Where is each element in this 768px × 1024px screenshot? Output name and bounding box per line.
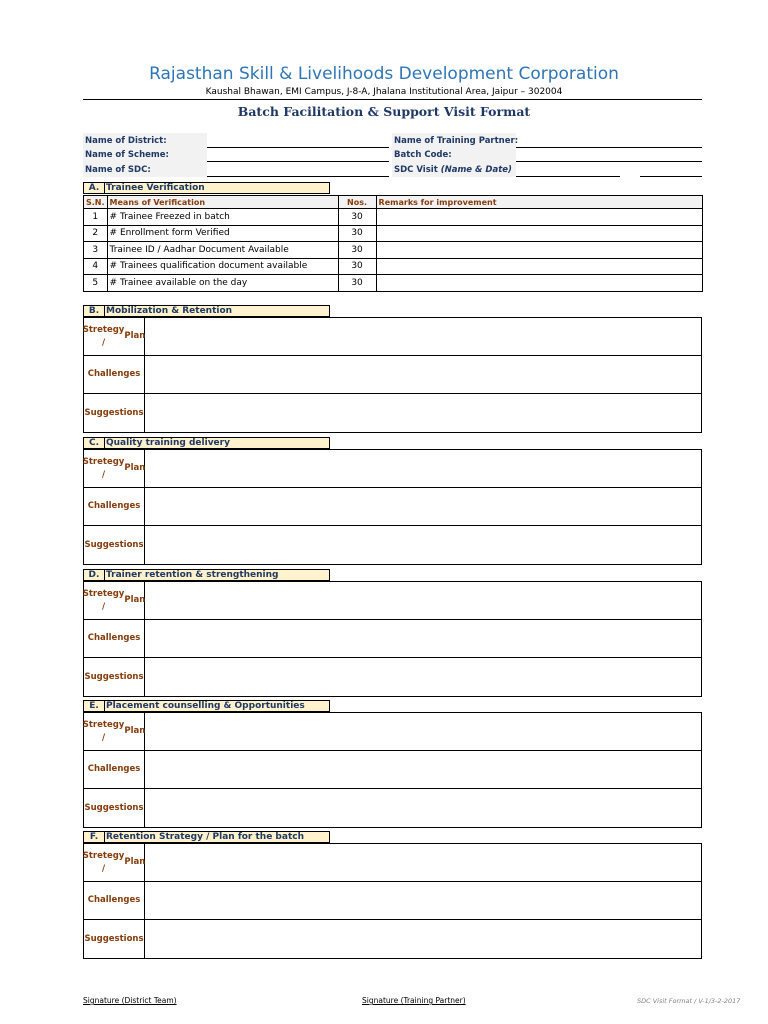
row-nos[interactable]: 30 bbox=[338, 275, 376, 292]
section-placement-counselling-header bbox=[83, 700, 330, 712]
row-remarks[interactable] bbox=[376, 258, 702, 275]
section-letter: C. bbox=[84, 438, 105, 448]
district-field[interactable] bbox=[207, 147, 389, 148]
strategy-plan-label: Stretegy / Plan bbox=[84, 318, 145, 355]
section-retention-strategy-grid bbox=[83, 843, 702, 959]
row-nos[interactable]: 30 bbox=[338, 242, 376, 259]
section-trainer-retention-header bbox=[83, 569, 330, 581]
row-remarks[interactable] bbox=[376, 242, 702, 259]
visit-name-field[interactable] bbox=[516, 176, 620, 177]
section-a-header bbox=[83, 182, 330, 194]
challenges-label: Challenges bbox=[84, 620, 145, 657]
table-row bbox=[84, 275, 703, 292]
row-sn: 4 bbox=[84, 258, 108, 275]
org-address: Kaushal Bhawan, EMI Campus, J-8-A, Jhalana Institutional Area, Jaipur – 302004 bbox=[205, 87, 563, 97]
challenges-row[interactable] bbox=[84, 488, 701, 526]
section-trainer-retention-grid bbox=[83, 581, 702, 697]
row-nos[interactable]: 30 bbox=[338, 258, 376, 275]
row-sn: 3 bbox=[84, 242, 108, 259]
table-header-row bbox=[84, 196, 703, 209]
partner-label: Name of Training Partner: bbox=[394, 136, 519, 146]
row-remarks[interactable] bbox=[376, 209, 702, 226]
col-sn: S.N. bbox=[84, 196, 108, 209]
row-means: # Trainee available on the day bbox=[107, 275, 338, 292]
strategy-plan-label: Stretegy / Plan bbox=[84, 844, 145, 881]
form-title: Batch Facilitation & Support Visit Format bbox=[237, 104, 531, 119]
strategy-plan-row[interactable] bbox=[84, 713, 701, 751]
suggestions-row[interactable] bbox=[84, 920, 701, 958]
header-divider bbox=[83, 99, 702, 100]
table-row bbox=[84, 258, 703, 275]
suggestions-label: Suggestions bbox=[84, 658, 145, 696]
strategy-plan-row[interactable] bbox=[84, 450, 701, 488]
partner-field[interactable] bbox=[516, 147, 702, 148]
table-row bbox=[84, 225, 703, 242]
row-nos[interactable]: 30 bbox=[338, 225, 376, 242]
row-means: # Enrollment form Verified bbox=[107, 225, 338, 242]
row-sn: 2 bbox=[84, 225, 108, 242]
suggestions-row[interactable] bbox=[84, 394, 701, 432]
challenges-label: Challenges bbox=[84, 356, 145, 393]
row-means: Trainee ID / Aadhar Document Available bbox=[107, 242, 338, 259]
challenges-row[interactable] bbox=[84, 620, 701, 658]
district-label: Name of District: bbox=[85, 136, 167, 146]
row-means: # Trainee Freezed in batch bbox=[107, 209, 338, 226]
row-nos[interactable]: 30 bbox=[338, 209, 376, 226]
section-retention-strategy-header bbox=[83, 831, 330, 843]
section-placement-counselling-grid bbox=[83, 712, 702, 828]
signature-training-partner: Signature (Training Partner) bbox=[362, 996, 466, 1005]
challenges-label: Challenges bbox=[84, 751, 145, 788]
section-quality-training-delivery-grid bbox=[83, 449, 702, 565]
section-title: Placement counselling & Opportunities bbox=[106, 701, 305, 711]
section-mobilization-retention-grid bbox=[83, 317, 702, 433]
scheme-label: Name of Scheme: bbox=[85, 150, 169, 160]
challenges-row[interactable] bbox=[84, 751, 701, 789]
section-title: Quality training delivery bbox=[106, 438, 230, 448]
visit-label: SDC Visit (Name & Date) bbox=[394, 165, 512, 175]
strategy-plan-row[interactable] bbox=[84, 844, 701, 882]
suggestions-row[interactable] bbox=[84, 526, 701, 564]
challenges-row[interactable] bbox=[84, 356, 701, 394]
section-quality-training-delivery-header bbox=[83, 437, 330, 449]
challenges-row[interactable] bbox=[84, 882, 701, 920]
suggestions-label: Suggestions bbox=[84, 526, 145, 564]
section-title: Mobilization & Retention bbox=[106, 306, 233, 316]
col-remarks: Remarks for improvement bbox=[376, 196, 702, 209]
trainee-verification-table bbox=[83, 195, 703, 292]
col-means: Means of Verification bbox=[107, 196, 338, 209]
scheme-field[interactable] bbox=[207, 161, 389, 162]
sdc-field[interactable] bbox=[207, 176, 389, 177]
strategy-plan-row[interactable] bbox=[84, 582, 701, 620]
section-letter: B. bbox=[84, 306, 105, 316]
table-row bbox=[84, 209, 703, 226]
version-note: SDC Visit Format / V-1/3-2-2017 bbox=[637, 997, 741, 1005]
table-row bbox=[84, 242, 703, 259]
strategy-plan-row[interactable] bbox=[84, 318, 701, 356]
suggestions-row[interactable] bbox=[84, 789, 701, 827]
col-nos: Nos. bbox=[338, 196, 376, 209]
challenges-label: Challenges bbox=[84, 882, 145, 919]
strategy-plan-label: Stretegy / Plan bbox=[84, 582, 145, 619]
strategy-plan-label: Stretegy / Plan bbox=[84, 450, 145, 487]
section-letter: F. bbox=[84, 832, 105, 842]
signature-district-team: Signature (District Team) bbox=[83, 996, 177, 1005]
suggestions-row[interactable] bbox=[84, 658, 701, 696]
batch-label: Batch Code: bbox=[394, 150, 452, 160]
batch-field[interactable] bbox=[516, 161, 702, 162]
suggestions-label: Suggestions bbox=[84, 920, 145, 958]
section-mobilization-retention-header bbox=[83, 305, 330, 317]
section-title: Trainer retention & strengthening bbox=[106, 570, 279, 580]
suggestions-label: Suggestions bbox=[84, 394, 145, 432]
row-remarks[interactable] bbox=[376, 275, 702, 292]
row-means: # Trainees qualification document available bbox=[107, 258, 338, 275]
org-title: Rajasthan Skill & Livelihoods Development Corporation bbox=[149, 64, 619, 84]
section-title: Retention Strategy / Plan for the batch bbox=[106, 832, 304, 842]
section-letter: A. bbox=[84, 183, 105, 193]
row-remarks[interactable] bbox=[376, 225, 702, 242]
section-letter: E. bbox=[84, 701, 105, 711]
row-sn: 5 bbox=[84, 275, 108, 292]
suggestions-label: Suggestions bbox=[84, 789, 145, 827]
row-sn: 1 bbox=[84, 209, 108, 226]
strategy-plan-label: Stretegy / Plan bbox=[84, 713, 145, 750]
challenges-label: Challenges bbox=[84, 488, 145, 525]
visit-date-field[interactable] bbox=[640, 176, 702, 177]
section-letter: D. bbox=[84, 570, 105, 580]
section-title: Trainee Verification bbox=[106, 183, 205, 193]
sdc-label: Name of SDC: bbox=[85, 165, 151, 175]
